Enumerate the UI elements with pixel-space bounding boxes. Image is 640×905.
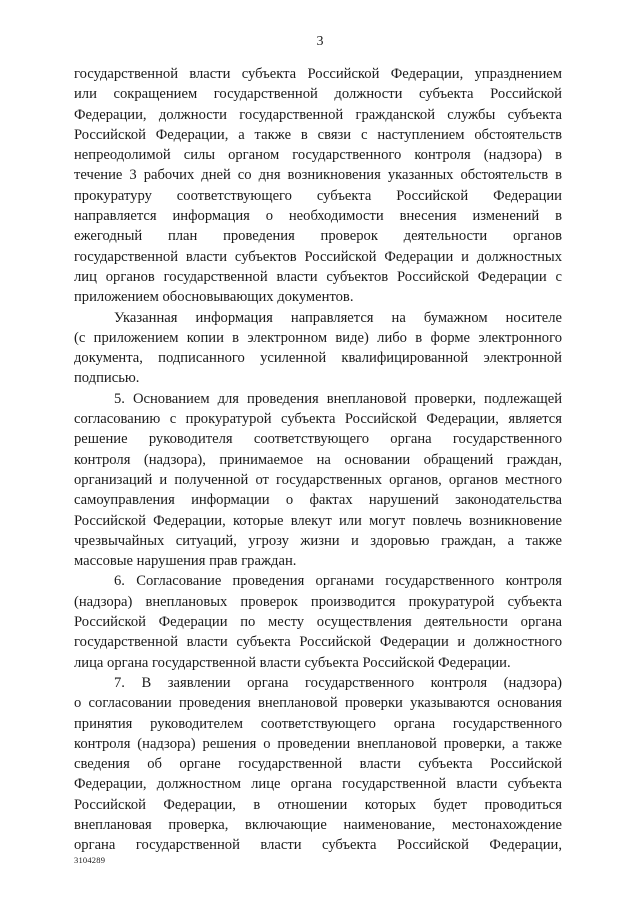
text-line: течение 3 рабочих дней со дня возникновения указанных обстоятельств в — [74, 167, 562, 184]
text-line: Российской Федерации по месту осуществления деятельности органа — [74, 614, 562, 631]
text-line: органа государственной власти субъекта Российской Федерации, — [74, 837, 562, 854]
document-code: 3104289 — [74, 855, 106, 865]
text-line: лица органа государственной власти субъекта Российской Федерации. — [74, 654, 511, 671]
text-line: Российской Федерации, которые влекут или могут повлечь возникновение — [74, 512, 562, 529]
text-line: о согласовании проведения внеплановой проверки указываются основания — [74, 695, 562, 712]
text-line: государственной власти субъектов Российской Федерации и должностных — [74, 248, 562, 265]
text-line: государственной власти субъекта Российской Федерации и должностного — [74, 634, 562, 651]
text-line: приложением обосновывающих документов. — [74, 289, 354, 306]
text-line: направляется информация о необходимости внесения изменений в — [74, 208, 562, 225]
text-line: подписью. — [74, 370, 140, 387]
text-line: лиц органов государственной власти субъектов Российской Федерации с — [74, 268, 562, 285]
text-line: (надзора) внеплановых проверок производится прокуратурой субъекта — [74, 593, 562, 610]
text-line: Указанная информация направляется на бумажном носителе — [114, 309, 562, 326]
text-line: контроля (надзора), принимаемое на основании обращений граждан, — [74, 451, 562, 468]
text-line: (с приложением копии в электронном виде) либо в форме электронного — [74, 329, 562, 346]
text-line: или сокращением государственной должности субъекта Российской — [74, 86, 562, 103]
text-line: 6. Согласование проведения органами государственного контроля — [114, 573, 562, 590]
text-line: согласованию с прокуратурой субъекта Российской Федерации, является — [74, 411, 562, 428]
text-line: государственной власти субъекта Российской Федерации, упразднением — [74, 66, 562, 82]
text-line: организаций и полученной от государственных органов, органов местного — [74, 471, 562, 488]
text-line: принятия руководителем соответствующего органа государственного — [74, 715, 562, 732]
text-line: Российской Федерации, а также в связи с наступлением обстоятельств — [74, 126, 562, 143]
text-line: ежегодный план проведения проверок деятельности органов — [74, 228, 562, 245]
text-line: документа, подписанного усиленной квалифицированной электронной — [74, 350, 562, 367]
text-line: 7. В заявлении органа государственного контроля (надзора) — [114, 674, 562, 691]
text-line: 5. Основанием для проведения внеплановой проверки, подлежащей — [114, 390, 562, 407]
page-number: 3 — [316, 34, 324, 49]
text-line: чрезвычайных ситуаций, угрозу жизни и здоровью граждан, а также — [74, 532, 562, 549]
text-line: внеплановая проверка, включающие наименование, местонахождение — [74, 816, 562, 833]
text-line: самоуправления информации о фактах нарушений законодательства — [74, 492, 562, 509]
text-line: контроля (надзора) решения о проведении внеплановой проверки, а также — [74, 735, 562, 752]
text-line: Федерации, должностном лице органа государственной власти субъекта — [74, 776, 562, 793]
text-line: непреодолимой силы органом государственного контроля (надзора) в — [74, 147, 562, 164]
text-line: Федерации, должности государственной гражданской службы субъекта — [74, 106, 562, 123]
text-line: решение руководителя соответствующего органа государственного — [74, 431, 562, 448]
text-line: сведения об органе государственной власти субъекта Российской — [74, 756, 562, 773]
text-line: массовые нарушения прав граждан. — [74, 553, 297, 570]
text-line: Российской Федерации, в отношении которых будет проводиться — [74, 796, 562, 813]
text-line: прокуратуру соответствующего субъекта Российской Федерации — [74, 187, 562, 204]
document-body — [74, 64, 562, 856]
